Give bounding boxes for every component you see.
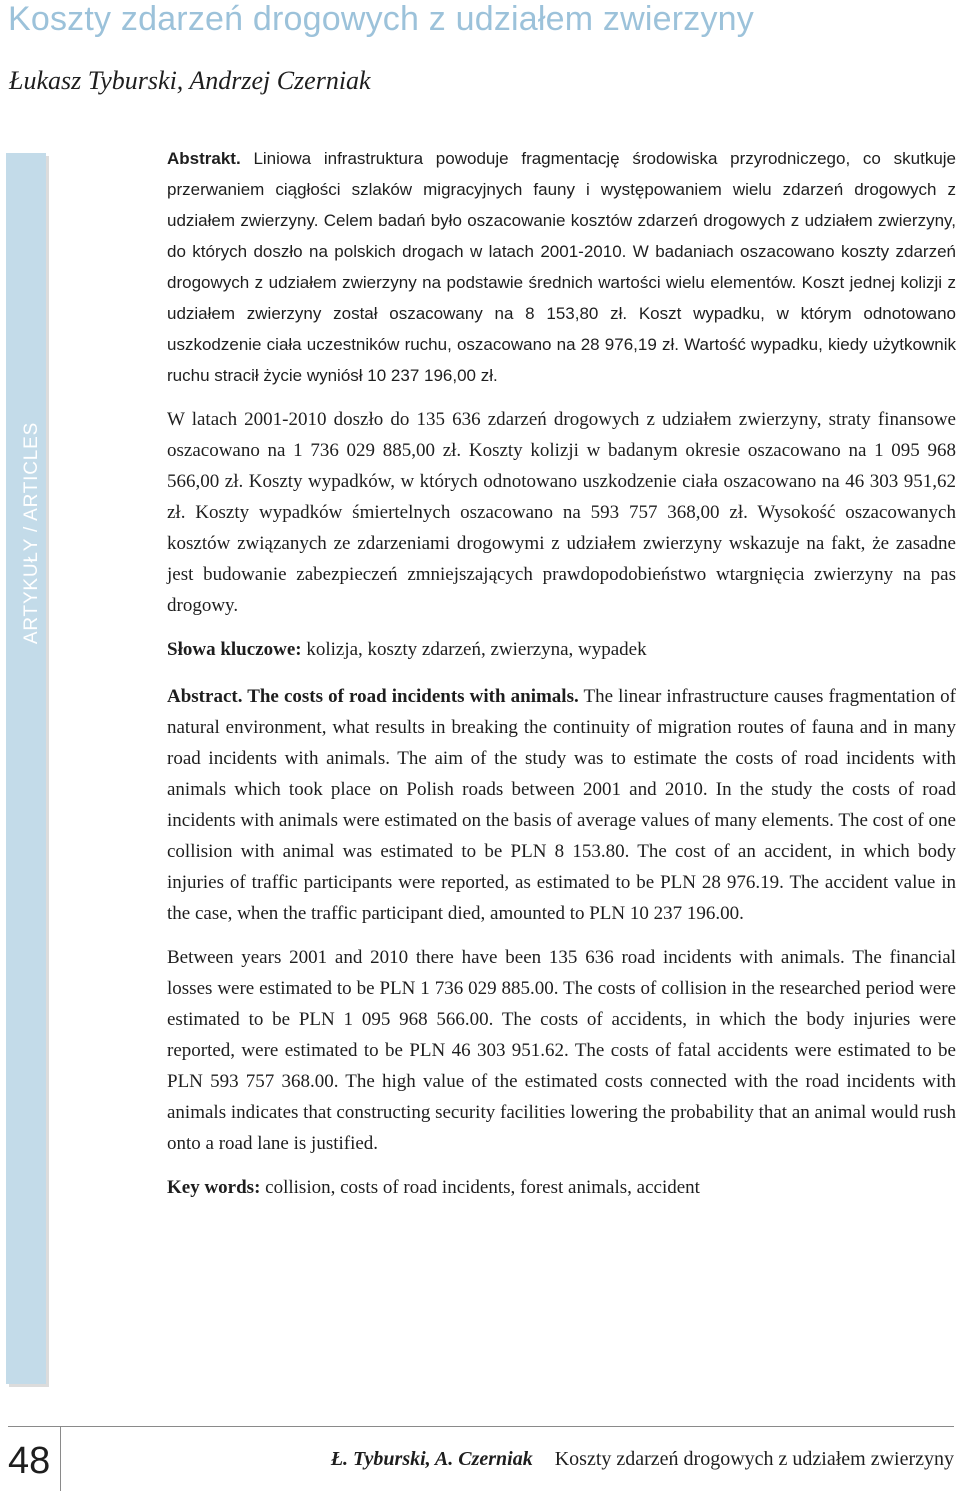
section-label: ARTYKUŁY / ARTICLES [21,421,42,645]
keywords-pl-label: Słowa kluczowe: [167,639,302,660]
abstract-pl-paragraph-1 [167,143,956,391]
footer-rule [8,1426,954,1427]
article-authors: Łukasz Tyburski, Andrzej Czerniak [9,66,371,95]
keywords-en-label: Key words: [167,1177,261,1198]
abstract-en-paragraph-1 [167,681,956,929]
footer-title: Koszty zdarzeń drogowych z udziałem zwierzyny [554,1448,954,1470]
keywords-pl [167,634,956,665]
abstract-en-paragraph-2: Between years 2001 and 2010 there have been 135 636 road incidents with animals. The financial losses were estimated to be PLN 1 736 029 885.00. The costs of collision in the researched period were estimated to be PLN 1 095 968 566.00. The costs of accidents, in which the body injuries were reported, were estimated to be PLN 46 303 951.62. The costs of fatal accidents were estimated to be PLN 593 757 368.00. The high value of the estimated costs connected with the road incidents with animals indicates that constructing security facilities lowering the probability that an animal would rush onto a road lane is justified. [167,947,956,1154]
article-body [167,143,956,1216]
abstract-pl-paragraph-2: W latach 2001-2010 doszło do 135 636 zdarzeń drogowych z udziałem zwierzyny, straty finansowe oszacowano na 1 736 029 885,00 zł. Koszty kolizji w badanym okresie oszacowano na 1 095 968 566,00 zł. Koszty wypadków, w których odnotowano uszkodzenie ciała oszacowano na 46 303 951,62 zł. Koszty wypadków śmiertelnych oszacowano na 593 757 368,00 zł. Wysokość oszacowanych kosztów związanych ze zdarzeniami drogowymi z udziałem zwierzyny wskazuje na fakt, że zasadne jest budowanie zabezpieczeń zmniejszających prawdopodobieństwo wtargnięcia zwierzyny na pas drogowy. [167,409,956,616]
section-sidebar [6,153,46,1384]
footer-authors: Ł. Tyburski, A. Czerniak [330,1448,533,1470]
abstract-en-label: Abstract. The costs of road incidents with animals. [167,686,579,707]
article-title: Koszty zdarzeń drogowych z udziałem zwierzyny [8,0,754,38]
abstract-pl-label: Abstrakt. [167,149,241,168]
abstract-en-text-1: The linear infrastructure causes fragmentation of natural environment, what results in breaking the continuity of migration routes of fauna and in many road incidents with animals. The aim of the study was to estimate the costs of road incidents with animals which took place on Polish roads between 2001 and 2010. In the study the costs of road incidents with animals were estimated on the basis of average values of many elements. The cost of one collision with animal was estimated to be PLN 8 153.80. The cost of an accident, in which body injuries of traffic participants were reported, as estimated to be PLN 28 976.19. The accident value in the case, when the traffic participant died, amounted to PLN 10 237 196.00. [167,686,956,924]
keywords-en-text: collision, costs of road incidents, forest animals, accident [260,1177,700,1198]
page-number-divider [60,1427,61,1491]
abstract-pl-text-1: Liniowa infrastruktura powoduje fragmentację środowiska przyrodniczego, co skutkuje przerwaniem ciągłości szlaków migracyjnych fauny i występowaniem wielu zdarzeń drogowych z udziałem zwierzyny. Celem badań było oszacowanie kosztów zdarzeń drogowych z udziałem zwierzyny, do których doszło na polskich drogach w latach 2001-2010. W badaniach oszacowano koszty zdarzeń drogowych z udziałem zwierzyny na podstawie średnich wartości wielu elementów. Koszt jednej kolizji z udziałem zwierzyny został oszacowany na 8 153,80 zł. Koszt wypadku, w którym odnotowano uszkodzenie ciała uczestników ruchu, oszacowano na 28 976,19 zł. Wartość wypadku, kiedy użytkownik ruchu stracił życie wyniósł 10 237 196,00 zł. [167,149,956,385]
running-footer [331,1448,954,1471]
keywords-en [167,1172,956,1203]
page-number: 48 [8,1440,51,1482]
keywords-pl-text: kolizja, koszty zdarzeń, zwierzyna, wypadek [301,639,647,660]
